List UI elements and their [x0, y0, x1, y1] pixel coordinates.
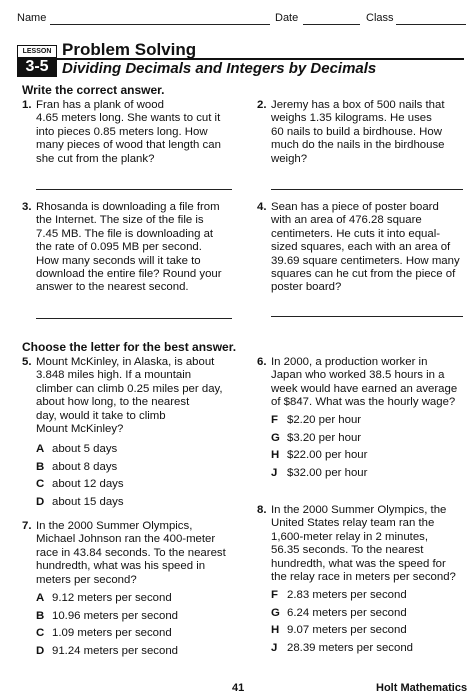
page-number: 41	[232, 682, 245, 694]
question-number: 8.	[257, 504, 267, 516]
question-text: In the 2000 Summer Olympics, the United States relay team ran the 1,600-meter relay in 2 minutes, 56.35 seconds. To the nearest hundredth, what was the speed for the relay race in meters per second?	[271, 504, 456, 584]
name-field[interactable]	[50, 24, 270, 25]
question-number: 2.	[257, 99, 267, 111]
option-a[interactable]: A 9.12 meters per second	[36, 592, 172, 604]
question-text: Sean has a piece of poster board with an area of 476.28 square centimeters. He cuts it into equal- sized squares, each with an area of 39.69 square centimeters. How many squares can he cut from the piece of poster board?	[271, 201, 460, 294]
options-5	[36, 441, 124, 511]
question-text: Fran has a plank of wood 4.65 meters long. She wants to cut it into pieces 0.85 meters long. How many pieces of wood that length can she cut from the plank?	[36, 99, 221, 165]
option-h[interactable]: H 9.07 meters per second	[271, 624, 407, 636]
option-b[interactable]: B about 8 days	[36, 460, 118, 473]
option-j[interactable]: J 28.39 meters per second	[271, 641, 414, 654]
option-c[interactable]: C 1.09 meters per second	[36, 627, 172, 639]
question-1	[22, 99, 246, 166]
question-2	[257, 99, 471, 166]
question-number: 4.	[257, 201, 267, 213]
question-4	[257, 201, 471, 295]
question-number: 6.	[257, 356, 267, 368]
answer-line-4[interactable]	[271, 316, 463, 317]
options-7	[36, 590, 178, 660]
lesson-number: 3-5	[17, 57, 57, 77]
question-8	[257, 504, 471, 584]
question-text: Mount McKinley, in Alaska, is about 3.848 miles high. If a mountain climber can climb 0.25 miles per day, about how long, to the nearest day, would it take to climb Mount McKinley?	[36, 356, 223, 436]
section-choose-heading: Choose the letter for the best answer.	[22, 340, 237, 354]
question-5	[22, 356, 246, 436]
option-f[interactable]: F $2.20 per hour	[271, 414, 362, 426]
question-number: 1.	[22, 99, 32, 111]
question-6	[257, 356, 471, 410]
option-c[interactable]: C about 12 days	[36, 478, 124, 490]
option-a[interactable]: A about 5 days	[36, 443, 118, 455]
options-8	[271, 587, 413, 657]
option-d[interactable]: D 91.24 meters per second	[36, 644, 179, 657]
option-g[interactable]: G $3.20 per hour	[271, 431, 362, 444]
class-field[interactable]	[396, 24, 466, 25]
option-f[interactable]: F 2.83 meters per second	[271, 589, 407, 601]
question-7	[22, 520, 246, 587]
lesson-subtitle: Dividing Decimals and Integers by Decimals	[62, 60, 377, 77]
publisher-label: Holt Mathematics	[376, 682, 468, 694]
class-label: Class	[366, 12, 394, 24]
name-label: Name	[17, 12, 47, 24]
lesson-badge	[17, 45, 55, 75]
question-3	[22, 201, 246, 295]
question-number: 5.	[22, 356, 32, 368]
option-h[interactable]: H $22.00 per hour	[271, 449, 368, 461]
option-j[interactable]: J $32.00 per hour	[271, 466, 368, 479]
answer-line-1[interactable]	[36, 189, 232, 190]
date-field[interactable]	[303, 24, 360, 25]
question-text: In the 2000 Summer Olympics, Michael Johnson ran the 400-meter race in 43.84 seconds. To the nearest hundredth, what was his speed in meters per second?	[36, 520, 226, 586]
lesson-tag: LESSON	[17, 45, 57, 58]
question-text: In 2000, a production worker in Japan who worked 38.5 hours in a week would have earned an average of $847. What was the hourly wage?	[271, 356, 458, 409]
options-6	[271, 412, 367, 482]
answer-line-2[interactable]	[271, 189, 463, 190]
option-d[interactable]: D about 15 days	[36, 495, 124, 508]
question-number: 7.	[22, 520, 32, 532]
option-b[interactable]: B 10.96 meters per second	[36, 609, 179, 622]
section-write-heading: Write the correct answer.	[22, 83, 165, 97]
option-g[interactable]: G 6.24 meters per second	[271, 606, 407, 619]
question-text: Rhosanda is downloading a file from the Internet. The size of the file is 7.45 MB. The file is downloading at the rate of 0.095 MB per second. How many seconds will it take to download the entire file? Round your answer to the nearest second.	[36, 201, 222, 294]
date-label: Date	[275, 12, 299, 24]
lesson-title: Problem Solving	[62, 40, 197, 59]
question-text: Jeremy has a box of 500 nails that weighs 1.35 kilograms. He uses 60 nails to build a birdhouse. How much do the nails in the birdhouse weigh?	[271, 99, 445, 165]
question-number: 3.	[22, 201, 32, 213]
answer-line-3[interactable]	[36, 318, 232, 319]
